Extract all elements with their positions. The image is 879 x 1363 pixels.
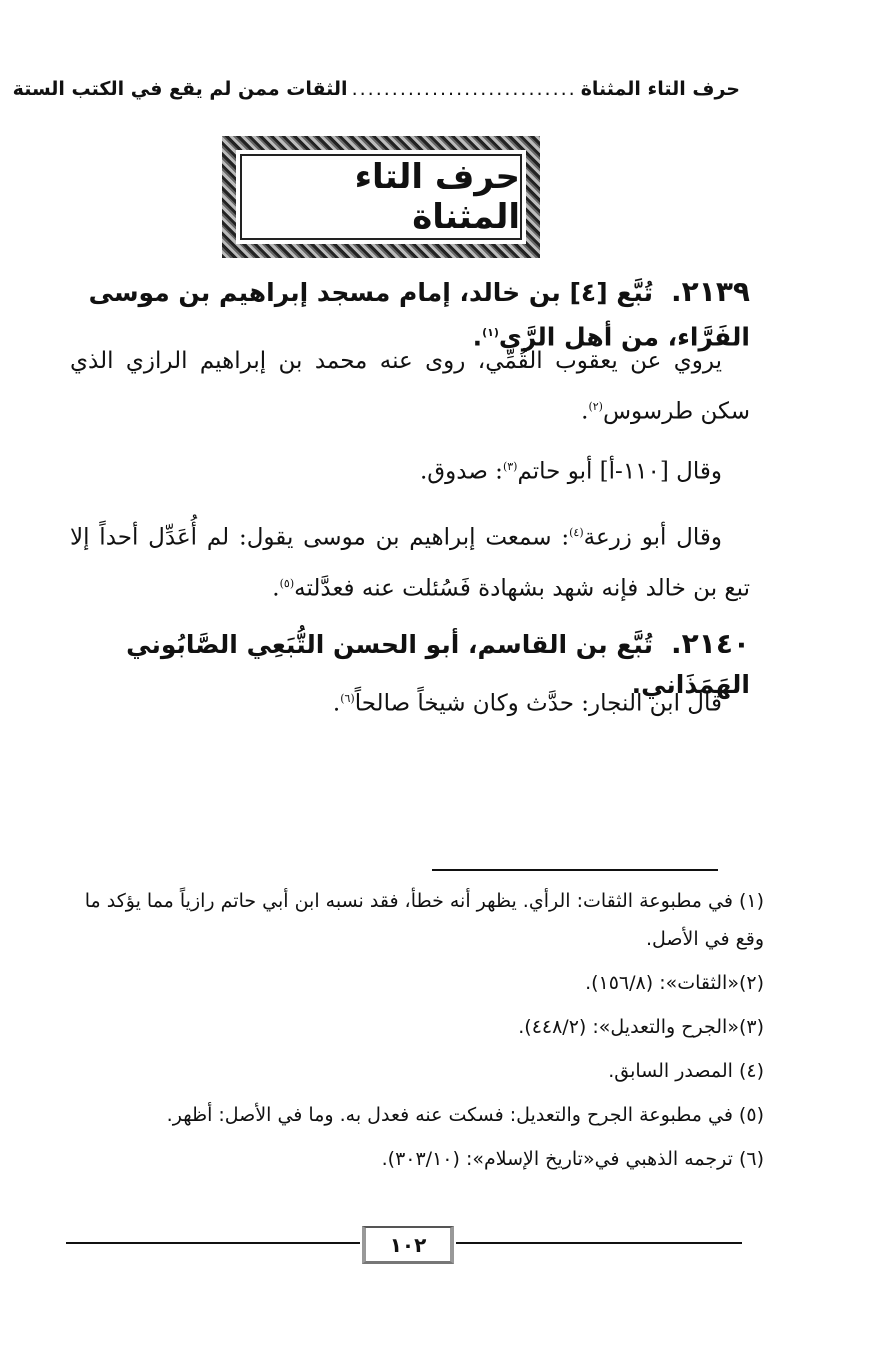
entry-2139-abu-zura [70,510,750,611]
entry-2140-narration [70,676,750,727]
footer-rule-left [66,1242,360,1244]
entry-name: تُبَّع بن القاسم، أبو الحسن التُّبَعِي الصَّابُوني الهَمَذَاني [126,630,750,699]
footnote-6: (٦) ترجمه الذهبي في«تاريخ الإسلام»: (٣٠٣/١٠). [381,1148,764,1170]
entry-number: ٢١٤٠. [671,627,750,660]
entry-2139-abu-hatim [70,444,750,495]
header-book-title: الثقات ممن لم يقع في الكتب الستة [12,78,348,100]
entry-heading: ٢١٣٩.تُبَّع [٤] بن خالد، إمام مسجد إبراهيم بن موسى الفَرَّاء، من أهل الرَّي$^{(١)}$. [88,275,750,352]
entry-2139-narration [70,338,750,435]
paragraph: وقال أبو زرعة$^{(٤)}$: سمعت إبراهيم بن موسى يقول: لم أُعَدِّل أحداً إلا تبع بن خالد فإنه شهد بشهادة فَسُئلت عنه فعدَّلته$^{(٥)}$. [70,524,750,602]
footnote-3: (٣)«الجرح والتعديل»: (٤٤٨/٢). [518,1016,764,1038]
header-chapter: حرف التاء المثناة [580,78,740,100]
footnote-ref[interactable]: (٣) [502,460,518,473]
footnote-ref[interactable]: (٢) [588,400,603,413]
footnote-ref[interactable]: (١) [482,326,499,339]
footnote-divider [432,869,718,871]
section-title-inner [240,154,522,240]
footnote-2: (٢)«الثقات»: (١٥٦/٨). [585,972,764,994]
section-title-frame [222,136,540,258]
header-dots: ............................ [351,78,577,100]
footnote-ref[interactable]: (٤) [569,526,584,539]
paragraph: قال ابن النجار: حدَّث وكان شيخاً صالحاً$^{(٦)}$. [332,690,722,717]
footnotes [52,882,764,1184]
page-number: ١٠٢ [362,1226,454,1264]
footnote-ref[interactable]: (٥) [279,576,295,590]
paragraph: يروي عن يعقوب القُمِّي، روى عنه محمد بن إبراهيم الرازي الذي سكن طرسوس$^{(٢)}$. [70,348,750,425]
footnote-5: (٥) في مطبوعة الجرح والتعديل: فسكت عنه فعدل به. وما في الأصل: أظهر. [166,1104,764,1126]
entry-number: ٢١٣٩. [671,275,750,308]
footnote-4: (٤) المصدر السابق. [608,1060,764,1082]
running-header [12,78,740,100]
entry-heading: ٢١٤٠.تُبَّع بن القاسم، أبو الحسن التُّبَعِي الصَّابُوني الهَمَذَاني. [126,627,750,699]
footer-rule-right [456,1242,742,1244]
entry-name: تُبَّع [٤] بن خالد، إمام مسجد إبراهيم بن موسى الفَرَّاء، من أهل الرَّي [88,278,750,352]
section-title: حرف التاء المثناة [354,157,520,237]
footnote-ref[interactable]: (٦) [340,692,355,705]
paragraph: وقال [١١٠-أ] أبو حاتم$^{(٣)}$: صدوق. [420,458,722,485]
footnote-1: (١) في مطبوعة الثقات: الرأي. يظهر أنه خطأ، فقد نسبه ابن أبي حاتم رازياً مما يؤكد ما وقع في الأصل. [84,890,764,950]
